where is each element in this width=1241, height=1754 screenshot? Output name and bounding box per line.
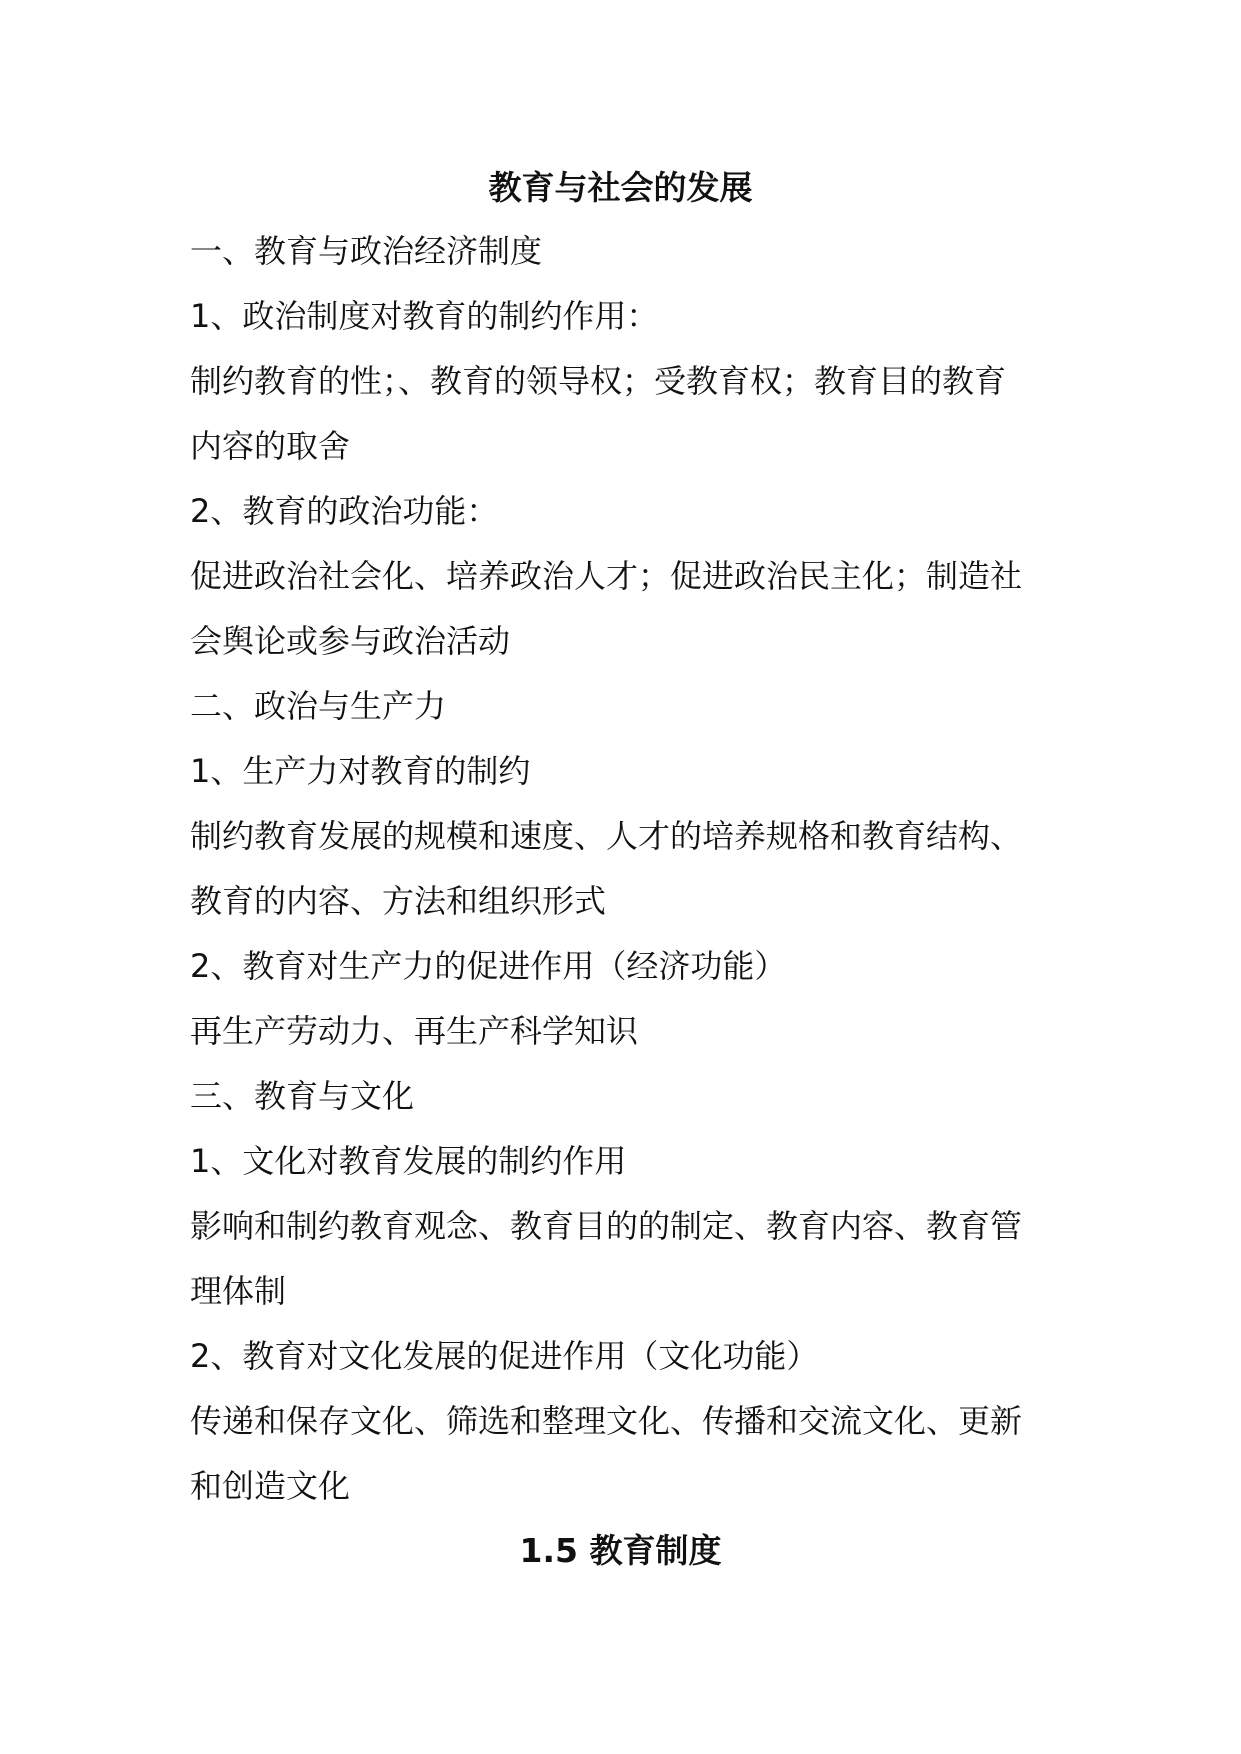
subheading-political-function: 2、教育的政治功能：: [190, 492, 499, 530]
paragraph-line: 内容的取舍: [190, 427, 351, 465]
heading-culture: 三、教育与文化: [190, 1077, 415, 1115]
heading-productivity: 二、政治与生产力: [190, 687, 447, 725]
section-title: 1.5 教育制度: [519, 1531, 722, 1570]
subheading-cultural-function: 2、教育对文化发展的促进作用（文化功能）: [190, 1337, 819, 1375]
paragraph-line: 制约教育的性；、教育的领导权；受教育权；教育目的教育: [190, 362, 1007, 400]
subheading-culture-constraint: 1、文化对教育发展的制约作用: [190, 1142, 627, 1180]
paragraph-line: 教育的内容、方法和组织形式: [190, 882, 607, 920]
paragraph-line: 影响和制约教育观念、教育目的的制定、教育内容、教育管: [190, 1207, 1023, 1245]
document-title: 教育与社会的发展: [488, 168, 753, 207]
paragraph-line: 制约教育发展的规模和速度、人才的培养规格和教育结构、: [190, 817, 1023, 855]
paragraph-line: 再生产劳动力、再生产科学知识: [190, 1012, 639, 1050]
paragraph-line: 理体制: [190, 1272, 287, 1310]
subheading-political-constraint: 1、政治制度对教育的制约作用：: [190, 297, 659, 335]
subheading-economic-function: 2、教育对生产力的促进作用（经济功能）: [190, 947, 787, 985]
subheading-productivity-constraint: 1、生产力对教育的制约: [190, 752, 531, 790]
paragraph-line: 会舆论或参与政治活动: [190, 622, 511, 660]
paragraph-line: 和创造文化: [190, 1467, 351, 1505]
heading-politics-economy: 一、教育与政治经济制度: [190, 232, 543, 270]
paragraph-line: 传递和保存文化、筛选和整理文化、传播和交流文化、更新: [190, 1402, 1023, 1440]
paragraph-line: 促进政治社会化、培养政治人才；促进政治民主化；制造社: [190, 557, 1023, 595]
